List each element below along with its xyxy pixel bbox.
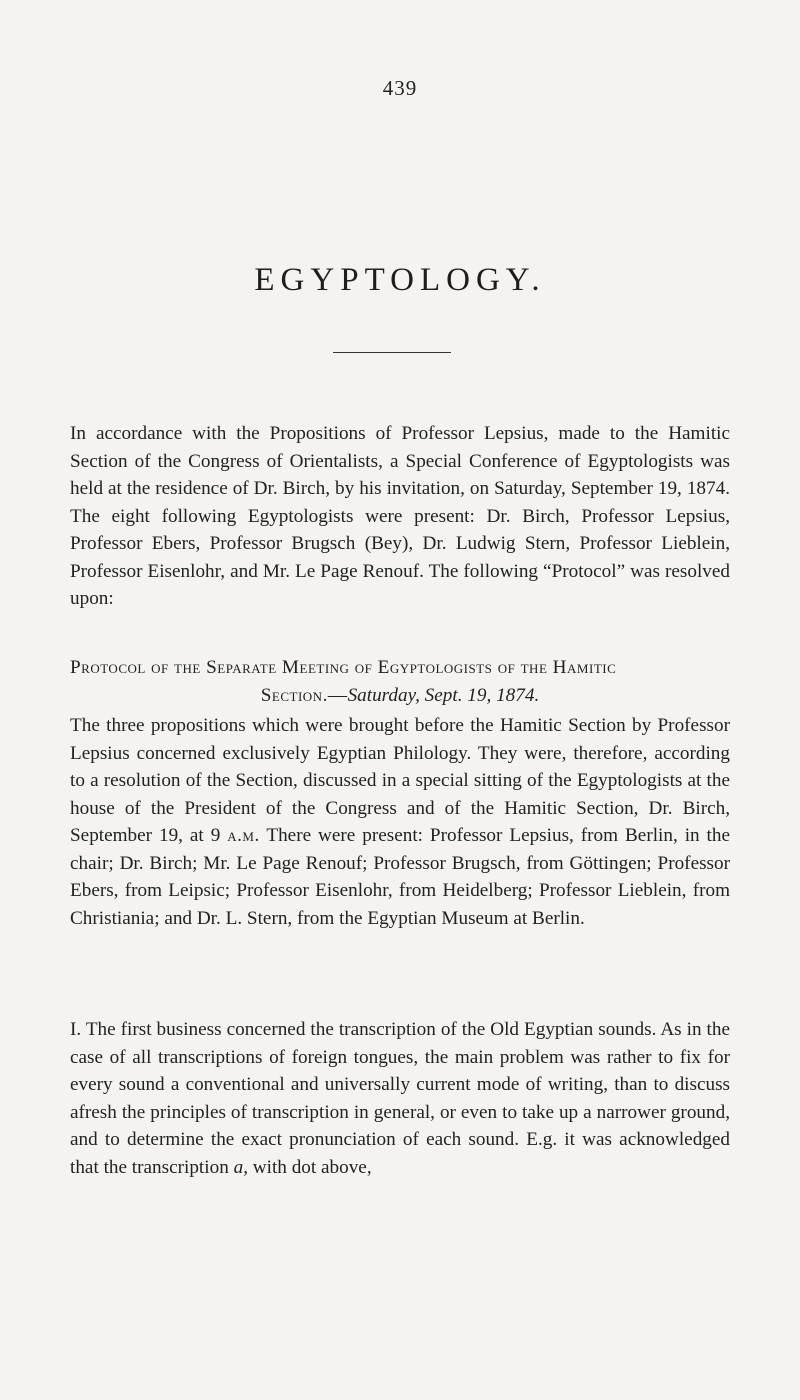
protocol-heading bbox=[70, 654, 730, 709]
intro-paragraph: In accordance with the Propositions of Professor Lepsius, made to the Hamitic Section of the Congress of Orientalists, a Special Conference of Egyptologists was held at the residence of Dr. Birch, by his invitation, on Saturday, September 19, 1874. The eight following Egyptologists were present: Dr. Birch, Professor Lepsius, Professor Ebers, Professor Brugsch (Bey), Dr. Ludwig Stern, Professor Lieblein, Professor Eisenlohr, and Mr. Le Page Renouf. The following “Protocol” was resolved upon: bbox=[70, 423, 730, 609]
title-divider bbox=[333, 352, 451, 353]
sitting-paragraph bbox=[70, 712, 730, 932]
transcription-paragraph-end: , with dot above, bbox=[243, 1156, 372, 1178]
page-number: 439 bbox=[382, 76, 418, 100]
sitting-paragraph-end: There were present: Professor Lepsius, from Berlin, in the chair; Dr. Birch; Mr. Le Page Renouf; Professor Brugsch, from Göttingen; Professor Ebers, from Leipsic; Professor Eisenlohr, from Heidelberg; Professor Lieblein, from Christiania; and Dr. L. Stern, from the Egyptian Museum at Berlin. bbox=[70, 825, 730, 929]
protocol-heading-line1: Protocol of the Separate Meeting of Egyptologists of the Hamitic bbox=[70, 657, 617, 678]
transcription-paragraph bbox=[70, 1016, 730, 1181]
sitting-paragraph-start: The three propositions which were brought before the Hamitic Section by Professor Lepsius concerned exclusively Egyptian Philology. They were, therefore, according to a resolution of the Section, discussed in a special sitting of the Egyptologists at the house of the President of the Congress and of the Hamitic Section, Dr. Birch, September 19, at 9 bbox=[70, 715, 730, 846]
transcription-paragraph-start: I. The first business concerned the transcription of the Old Egyptian sounds. As in the case of all transcriptions of foreign tongues, the main problem was rather to fix for every sound a conventional and universally current mode of writing, than to discuss afresh the principles of transcription in general, or even to take up a narrower ground, and to determine the exact pronunciation of each sound. E.g. it was acknowledged that the transcription bbox=[70, 1019, 730, 1178]
page-title: EGYPTOLOGY. bbox=[254, 262, 546, 298]
transcription-letter: a bbox=[233, 1156, 244, 1178]
sitting-paragraph-time: a.m. bbox=[227, 825, 260, 846]
protocol-heading-line2 bbox=[70, 682, 730, 710]
protocol-heading-section: Section.— bbox=[260, 684, 348, 706]
protocol-heading-date: Saturday, Sept. 19, 1874. bbox=[347, 684, 540, 706]
